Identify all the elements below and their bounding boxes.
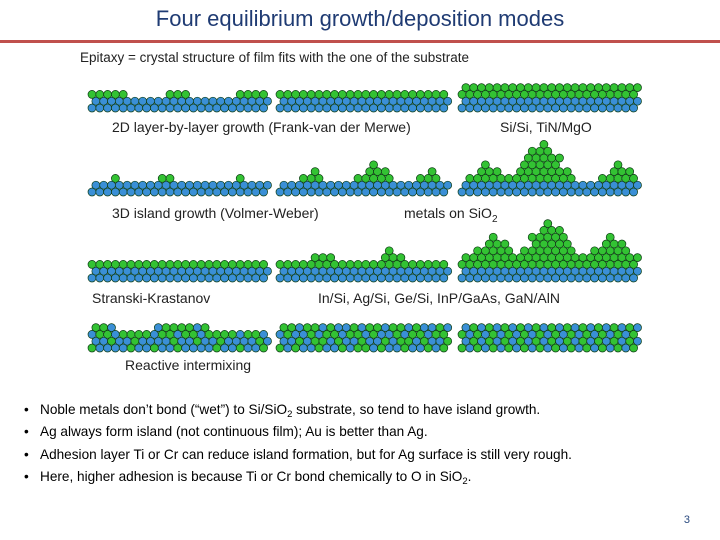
substrate-atom: [186, 181, 194, 189]
film-atom: [634, 84, 642, 92]
bullet-item: [24, 444, 714, 466]
substrate-atom: [217, 181, 225, 189]
substrate-atom: [327, 181, 335, 189]
film-atom: [143, 260, 151, 268]
film-atom: [197, 260, 205, 268]
panel-sk-wetting-layer: [88, 260, 272, 282]
film-atom: [299, 174, 307, 182]
film-atom: [354, 90, 362, 98]
film-atom: [505, 174, 513, 182]
panel-intermix-alloy: [458, 324, 642, 352]
mode-label-volmer-weber: 3D island growth (Volmer-Weber): [112, 205, 319, 221]
film-atom: [346, 90, 354, 98]
film-atom: [284, 90, 292, 98]
film-atom: [111, 174, 119, 182]
film-atom: [528, 233, 536, 241]
film-atom: [174, 260, 182, 268]
film-atom: [315, 174, 323, 182]
film-atom: [630, 174, 638, 182]
film-atom: [614, 161, 622, 169]
film-atom: [252, 330, 260, 338]
substrate-atom: [236, 330, 244, 338]
page-number: 3: [683, 514, 690, 526]
panel-2d-thick-film: [458, 84, 642, 112]
film-atom: [440, 90, 448, 98]
film-atom: [598, 174, 606, 182]
substrate-atom: [225, 97, 233, 105]
mode-examples-subscript: 2: [491, 214, 498, 225]
film-atom: [189, 260, 197, 268]
substrate-atom: [178, 181, 186, 189]
film-atom: [424, 90, 432, 98]
substrate-atom: [209, 181, 217, 189]
substrate-atom: [342, 181, 350, 189]
substrate-atom: [154, 97, 162, 105]
panel-2d-substrate: [88, 90, 272, 112]
film-atom: [150, 260, 158, 268]
substrate-atom: [634, 324, 642, 332]
film-atom: [88, 260, 96, 268]
bullet-text: Noble metals don’t bond (“wet”) to Si/SiO: [40, 402, 288, 417]
film-atom: [432, 174, 440, 182]
film-atom: [213, 330, 221, 338]
film-atom: [385, 247, 393, 255]
panel-3d-nucleation: [88, 174, 272, 196]
film-atom: [393, 90, 401, 98]
film-atom: [111, 90, 119, 98]
film-atom: [158, 260, 166, 268]
substrate-atom: [131, 97, 139, 105]
substrate-atom: [111, 330, 119, 338]
bullet-text: Adhesion layer Ti or Cr can reduce island formation, but for Ag surface is still very rough.: [40, 446, 572, 462]
bullet-item: [24, 466, 714, 488]
film-atom: [409, 260, 417, 268]
substrate-atom: [147, 181, 155, 189]
film-atom: [370, 260, 378, 268]
figure-header: Epitaxy = crystal structure of film fits with the one of the substrate: [80, 50, 470, 65]
bullet-subscript: 2: [287, 409, 293, 420]
film-atom: [481, 161, 489, 169]
film-atom: [528, 147, 536, 155]
film-atom: [182, 90, 190, 98]
film-atom: [236, 174, 244, 182]
film-atom: [166, 260, 174, 268]
panel-intermix-initial: [88, 324, 272, 352]
film-atom: [370, 161, 378, 169]
bullet-text: Ag always form island (not continuous film); Au is better than Ag.: [40, 424, 428, 440]
film-atom: [182, 260, 190, 268]
film-atom: [244, 90, 252, 98]
film-atom: [252, 90, 260, 98]
film-atom: [315, 90, 323, 98]
film-atom: [416, 174, 424, 182]
film-atom: [205, 330, 213, 338]
film-atom: [377, 90, 385, 98]
film-atom: [299, 90, 307, 98]
panel-intermix-partial: [276, 324, 452, 352]
film-atom: [135, 330, 143, 338]
substrate-atom: [280, 181, 288, 189]
film-atom: [424, 260, 432, 268]
mode-examples-frank-van-der-merwe: Si/Si, TiN/MgO: [500, 119, 592, 135]
film-atom: [432, 260, 440, 268]
substrate-atom: [288, 181, 296, 189]
panel-sk-large-islands: [458, 220, 642, 282]
panel-2d-film: [276, 90, 452, 112]
film-atom: [307, 90, 315, 98]
mode-examples-text: metals on SiO: [404, 205, 492, 221]
film-atom: [127, 330, 135, 338]
film-atom: [520, 247, 528, 255]
film-atom: [416, 90, 424, 98]
film-atom: [370, 90, 378, 98]
film-atom: [323, 90, 331, 98]
film-atom: [119, 260, 127, 268]
substrate-atom: [405, 181, 413, 189]
panel-sk-small-islands: [276, 247, 452, 282]
bullet-text: Here, higher adhesion is because Ti or Cr bond chemically to O in SiO: [40, 468, 463, 484]
film-atom: [135, 260, 143, 268]
film-atom: [544, 220, 552, 228]
film-atom: [221, 260, 229, 268]
panel-3d-large-islands: [458, 140, 642, 196]
bullet-text-tail: substrate, so tend to have island growth.: [292, 402, 541, 417]
slide-title: Four equilibrium growth/deposition modes: [155, 6, 565, 31]
film-atom: [505, 247, 513, 255]
film-atom: [213, 260, 221, 268]
film-atom: [497, 174, 505, 182]
film-atom: [260, 260, 268, 268]
film-atom: [362, 260, 370, 268]
film-atom: [166, 174, 174, 182]
film-atom: [119, 330, 127, 338]
substrate-atom: [147, 97, 155, 105]
substrate-atom: [248, 181, 256, 189]
substrate-atom: [587, 181, 595, 189]
substrate-atom: [201, 97, 209, 105]
film-atom: [88, 90, 96, 98]
film-atom: [559, 233, 567, 241]
film-atom: [346, 260, 354, 268]
film-atom: [228, 330, 236, 338]
film-atom: [416, 260, 424, 268]
bullet-subscript: 2: [462, 475, 468, 487]
film-atom: [221, 330, 229, 338]
film-atom: [567, 174, 575, 182]
film-atom: [440, 260, 448, 268]
film-atom: [606, 233, 614, 241]
substrate-atom: [256, 181, 264, 189]
film-atom: [354, 174, 362, 182]
substrate-atom: [260, 330, 268, 338]
film-atom: [143, 330, 151, 338]
substrate-atom: [139, 181, 147, 189]
substrate-atom: [193, 181, 201, 189]
substrate-atom: [264, 181, 272, 189]
mode-label-frank-van-der-merwe: 2D layer-by-layer growth (Frank-van der Merwe): [112, 119, 411, 135]
film-atom: [299, 260, 307, 268]
film-atom: [104, 90, 112, 98]
film-atom: [252, 260, 260, 268]
film-atom: [331, 260, 339, 268]
bullet-item: [24, 421, 714, 443]
film-atom: [634, 254, 642, 262]
substrate-atom: [92, 181, 100, 189]
film-atom: [228, 260, 236, 268]
film-atom: [362, 90, 370, 98]
film-atom: [236, 260, 244, 268]
mode-label-reactive-intermixing: Reactive intermixing: [125, 357, 252, 373]
bullet-item: [24, 399, 714, 421]
film-atom: [401, 90, 409, 98]
film-atom: [331, 90, 339, 98]
film-atom: [544, 147, 552, 155]
substrate-atom: [209, 97, 217, 105]
substrate-atom: [217, 97, 225, 105]
substrate-atom: [100, 181, 108, 189]
film-atom: [166, 90, 174, 98]
substrate-atom: [131, 181, 139, 189]
film-atom: [338, 260, 346, 268]
substrate-atom: [335, 181, 343, 189]
mode-label-stranski-krastanov: Stranski-Krastanov: [92, 290, 211, 306]
film-atom: [260, 90, 268, 98]
film-atom: [567, 247, 575, 255]
substrate-atom: [579, 181, 587, 189]
film-atom: [276, 90, 284, 98]
film-atom: [127, 260, 135, 268]
film-atom: [292, 260, 300, 268]
film-atom: [354, 260, 362, 268]
mode-examples-volmer-weber: [404, 205, 498, 225]
mode-examples-stranski-krastanov: In/Si, Ag/Si, Ge/Si, InP/GaAs, GaN/AlN: [318, 290, 560, 306]
film-atom: [284, 260, 292, 268]
film-atom: [174, 90, 182, 98]
substrate-atom: [397, 181, 405, 189]
film-atom: [244, 330, 252, 338]
film-atom: [432, 90, 440, 98]
film-atom: [409, 90, 417, 98]
substrate-atom: [225, 181, 233, 189]
film-atom: [96, 260, 104, 268]
substrate-atom: [444, 181, 452, 189]
film-atom: [489, 233, 497, 241]
film-atom: [119, 90, 127, 98]
film-atom: [385, 90, 393, 98]
film-atom: [244, 260, 252, 268]
film-atom: [96, 90, 104, 98]
bullet-text-tail: .: [467, 468, 472, 484]
film-atom: [401, 260, 409, 268]
film-atom: [236, 90, 244, 98]
substrate-atom: [201, 181, 209, 189]
film-atom: [111, 260, 119, 268]
film-atom: [474, 247, 482, 255]
film-atom: [556, 154, 564, 162]
substrate-atom: [193, 97, 201, 105]
film-atom: [158, 174, 166, 182]
film-atom: [622, 247, 630, 255]
film-atom: [338, 90, 346, 98]
film-atom: [385, 174, 393, 182]
bullet-list: [24, 399, 714, 488]
film-atom: [466, 174, 474, 182]
film-atom: [205, 260, 213, 268]
substrate-atom: [444, 324, 452, 332]
substrate-atom: [139, 97, 147, 105]
film-atom: [591, 247, 599, 255]
film-atom: [292, 90, 300, 98]
panel-3d-small-islands: [276, 161, 452, 196]
film-atom: [276, 260, 284, 268]
film-atom: [104, 260, 112, 268]
substrate-atom: [123, 181, 131, 189]
